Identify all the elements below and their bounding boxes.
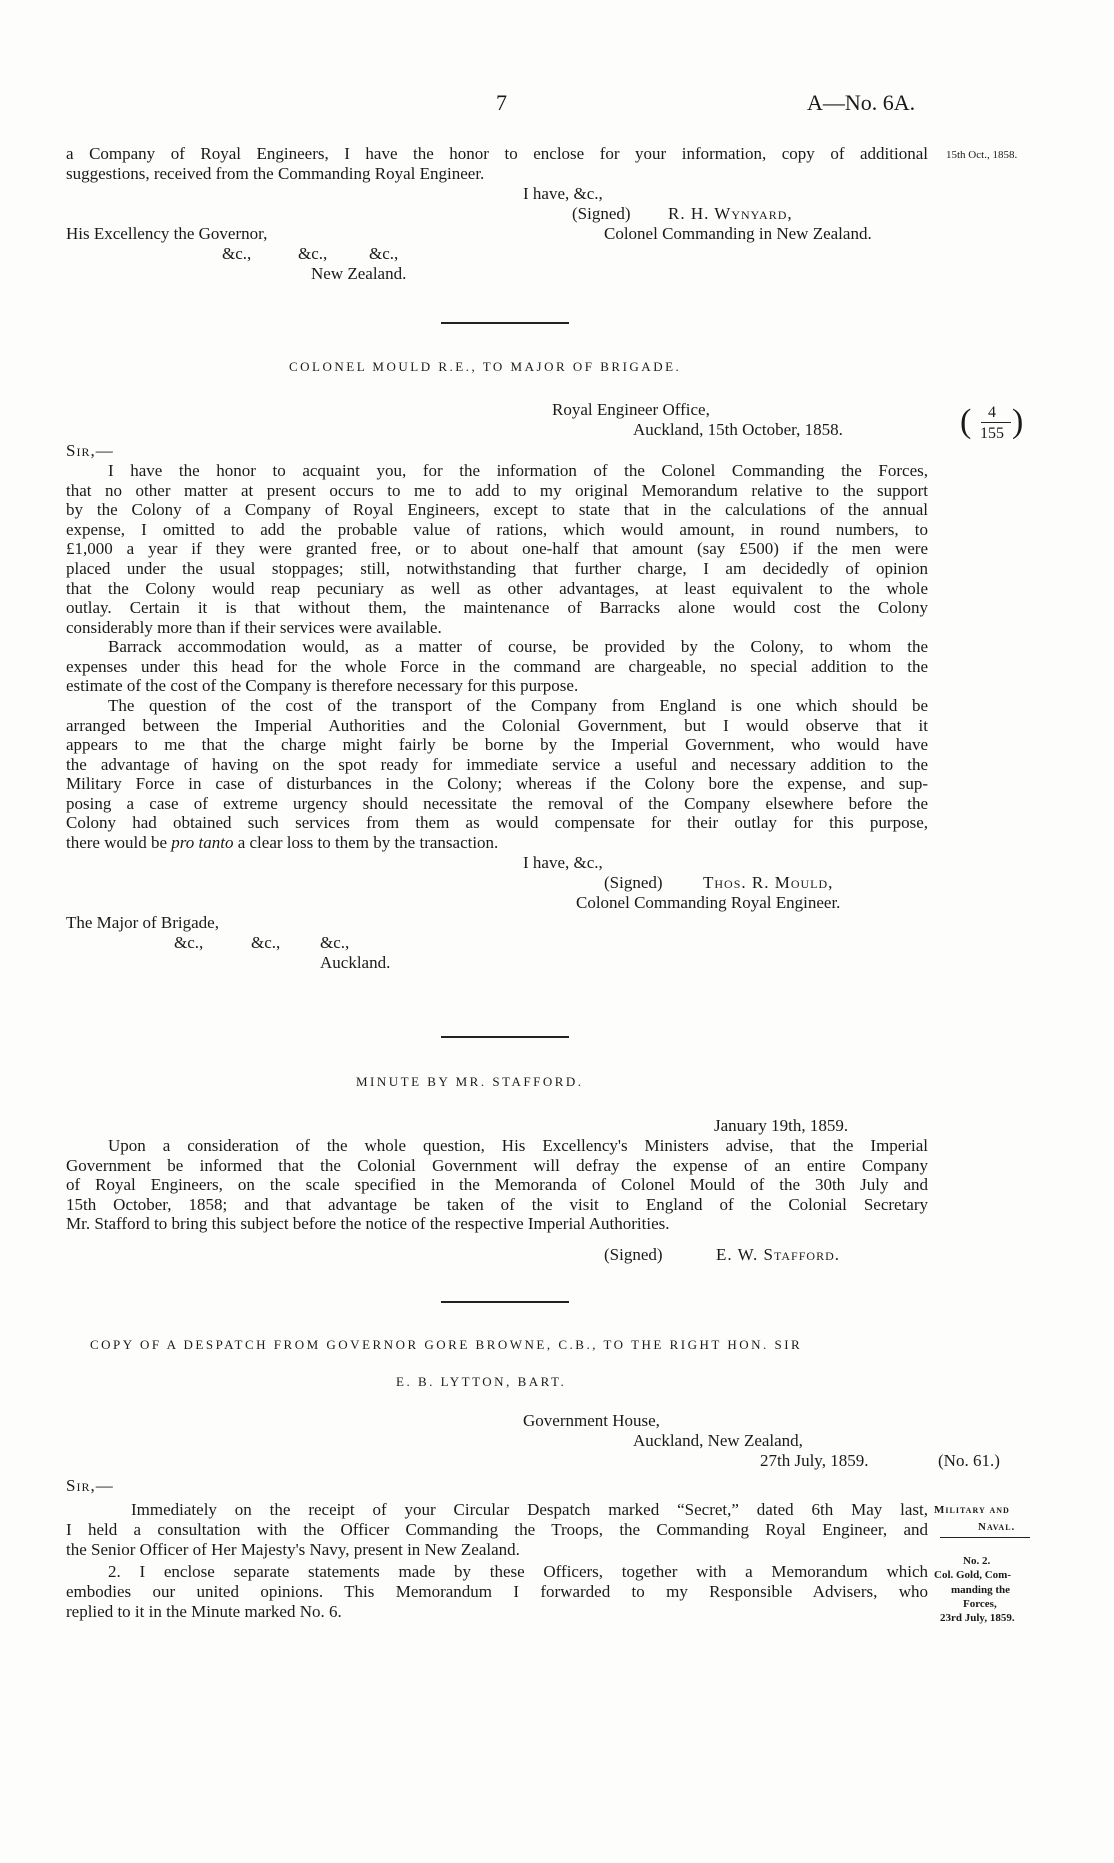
letter2-line: arranged between the Imperial Authorities and the Colonial Government, but I would observe that it bbox=[66, 716, 928, 735]
letter2-line: Barrack accommodation would, as a matter of course, be provided by the Colony, to whom the bbox=[108, 637, 928, 656]
margin-note: Forces, bbox=[963, 1598, 997, 1610]
minute-line: Mr. Stafford to bring this subject before the notice of the respective Imperial Authorities. bbox=[66, 1214, 670, 1233]
minute-signed-label: (Signed) bbox=[604, 1245, 663, 1264]
reference-denominator: 155 bbox=[980, 425, 1004, 442]
letter1-addressee-etc: &c., bbox=[298, 244, 328, 263]
letter2-addressee-etc: &c., bbox=[174, 933, 204, 952]
letter2-line: I have the honor to acquaint you, for the information of the Colonel Commanding the Forces, bbox=[108, 461, 928, 480]
despatch-line: 2. I enclose separate statements made by these Officers, together with a Memorandum which bbox=[108, 1562, 928, 1581]
despatch-line: the Senior Officer of Her Majesty's Navy, present in New Zealand. bbox=[66, 1540, 520, 1559]
minute-line: Upon a consideration of the whole question, His Excellency's Ministers advise, that the Imperial bbox=[108, 1136, 928, 1155]
document-reference: A—No. 6A. bbox=[807, 90, 916, 115]
section-heading: COPY OF A DESPATCH FROM GOVERNOR GORE BROWNE, C.B., TO THE RIGHT HON. SIR bbox=[90, 1337, 803, 1352]
despatch-address: Government House, bbox=[523, 1411, 660, 1430]
letter1-addressee-etc: &c., bbox=[222, 244, 252, 263]
letter1-signer-title: Colonel Commanding in New Zealand. bbox=[604, 224, 872, 243]
fraction-bar bbox=[981, 422, 1011, 423]
text-run: there would be bbox=[66, 833, 172, 852]
letter2-signer: Thos. R. Mould, bbox=[703, 873, 834, 892]
letter2-line: £1,000 a year if they were granted free, or to about one-half that amount (say £500) if the men were bbox=[66, 539, 928, 558]
letter2-line: placed under the usual stoppages; still, notwithstanding that further charge, I am decidedly of opinion bbox=[66, 559, 928, 578]
margin-underline bbox=[940, 1537, 1030, 1538]
letter2-salutation: Sir,— bbox=[66, 441, 114, 460]
letter2-line: The question of the cost of the transport of the Company from England is one which should be bbox=[108, 696, 928, 715]
minute-date: January 19th, 1859. bbox=[714, 1116, 849, 1135]
section-divider bbox=[441, 322, 569, 324]
letter2-line: that the Colony would reap pecuniary as well as other advantages, at least equivalent to the whole bbox=[66, 579, 928, 598]
letter2-line: outlay. Certain it is that without them, the maintenance of Barracks alone would cost the Colony bbox=[66, 598, 928, 617]
letter2-line: posing a case of extreme urgency should necessitate the removal of the Company elsewhere before the bbox=[66, 794, 928, 813]
minute-line: of Royal Engineers, on the scale specified in the Memoranda of Colonel Mould of the 30th July and bbox=[66, 1175, 928, 1194]
italic-phrase: pro tanto bbox=[171, 833, 234, 852]
letter2-addressee-place: Auckland. bbox=[320, 953, 391, 972]
reference-fraction bbox=[960, 400, 1026, 446]
despatch-date: 27th July, 1859. bbox=[760, 1451, 869, 1470]
letter2-addressee: The Major of Brigade, bbox=[66, 913, 219, 932]
letter2-line: by the Colony of a Company of Royal Engineers, except to state that in the calculations of the annual bbox=[66, 500, 928, 519]
letter2-line: appears to me that the charge might fairly be borne by the Imperial Government, who would have bbox=[66, 735, 928, 754]
letter1-addressee-place: New Zealand. bbox=[311, 264, 407, 283]
letter2-line: the advantage of having on the spot ready for immediate service a useful and necessary addition to the bbox=[66, 755, 928, 774]
left-paren: ( bbox=[960, 403, 972, 440]
letter1-signer: R. H. Wynyard, bbox=[668, 204, 793, 223]
margin-note: Naval. bbox=[978, 1521, 1016, 1533]
despatch-line: Immediately on the receipt of your Circular Despatch marked “Secret,” dated 6th May last, bbox=[131, 1500, 928, 1519]
reference-numerator: 4 bbox=[988, 404, 996, 421]
despatch-line: embodies our united opinions. This Memorandum I forwarded to my Responsible Advisers, who bbox=[66, 1582, 928, 1601]
page-number: 7 bbox=[496, 90, 507, 115]
section-heading: MINUTE BY MR. STAFFORD. bbox=[356, 1074, 584, 1089]
letter2-line: estimate of the cost of the Company is therefore necessary for this purpose. bbox=[66, 676, 579, 695]
section-heading: E. B. LYTTON, BART. bbox=[396, 1374, 567, 1389]
letter2-line: expense, I omitted to add the probable value of rations, which would amount, in round numbers, to bbox=[66, 520, 928, 539]
letter1-line: suggestions, received from the Commanding Royal Engineer. bbox=[66, 164, 485, 183]
letter2-addressee-etc: &c., bbox=[251, 933, 281, 952]
letter2-addressee-etc: &c., bbox=[320, 933, 350, 952]
letter2-address: Auckland, 15th October, 1858. bbox=[633, 420, 843, 439]
letter1-signed-label: (Signed) bbox=[572, 204, 631, 223]
despatch-number: (No. 61.) bbox=[938, 1451, 1000, 1470]
letter2-signer-title: Colonel Commanding Royal Engineer. bbox=[576, 893, 841, 912]
despatch-line: I held a consultation with the Officer Commanding the Troops, the Commanding Royal Engineer, and bbox=[66, 1520, 928, 1539]
despatch-line: replied to it in the Minute marked No. 6. bbox=[66, 1602, 342, 1621]
letter2-closing: I have, &c., bbox=[523, 853, 603, 872]
letter2-line: expenses under this head for the whole Force in the command are chargeable, no special addition to the bbox=[66, 657, 928, 676]
margin-note: Col. Gold, Com- bbox=[934, 1569, 1011, 1581]
letter2-signed-label: (Signed) bbox=[604, 873, 663, 892]
minute-line: 15th October, 1858; and that advantage be taken of the visit to England of the Colonial Secretary bbox=[66, 1195, 928, 1214]
minute-line: Government be informed that the Colonial Government will defray the expense of an entire Company bbox=[66, 1156, 928, 1175]
text-run: a clear loss to them by the transaction. bbox=[233, 833, 499, 852]
section-heading: COLONEL MOULD R.E., TO MAJOR OF BRIGADE. bbox=[289, 359, 682, 374]
margin-note: 23rd July, 1859. bbox=[940, 1612, 1015, 1624]
right-paren: ) bbox=[1012, 403, 1024, 440]
margin-note: manding the bbox=[951, 1584, 1010, 1596]
letter1-closing: I have, &c., bbox=[523, 184, 603, 203]
letter2-line bbox=[66, 833, 498, 853]
letter2-line: Military Force in case of disturbances in the Colony; whereas if the Colony bore the expense, and sup- bbox=[66, 774, 928, 793]
letter1-addressee-etc: &c., bbox=[369, 244, 399, 263]
letter1-addressee: His Excellency the Governor, bbox=[66, 224, 268, 243]
letter2-line: that no other matter at present occurs to me to add to my original Memorandum relative to the support bbox=[66, 481, 928, 500]
section-divider bbox=[441, 1301, 569, 1303]
margin-date: 15th Oct., 1858. bbox=[946, 149, 1018, 161]
letter2-line: considerably more than if their services were available. bbox=[66, 618, 442, 637]
letter2-address: Royal Engineer Office, bbox=[552, 400, 710, 419]
margin-note: Military and bbox=[934, 1504, 1010, 1516]
despatch-salutation: Sir,— bbox=[66, 1476, 114, 1495]
section-divider bbox=[441, 1036, 569, 1038]
letter1-line: a Company of Royal Engineers, I have the honor to enclose for your information, copy of additional bbox=[66, 144, 928, 163]
margin-note: No. 2. bbox=[963, 1555, 991, 1567]
despatch-address: Auckland, New Zealand, bbox=[633, 1431, 803, 1450]
minute-signer: E. W. Stafford. bbox=[716, 1245, 840, 1264]
letter2-line: Colony had obtained such services from them as would compensate for their outlay for this purpose, bbox=[66, 813, 928, 832]
